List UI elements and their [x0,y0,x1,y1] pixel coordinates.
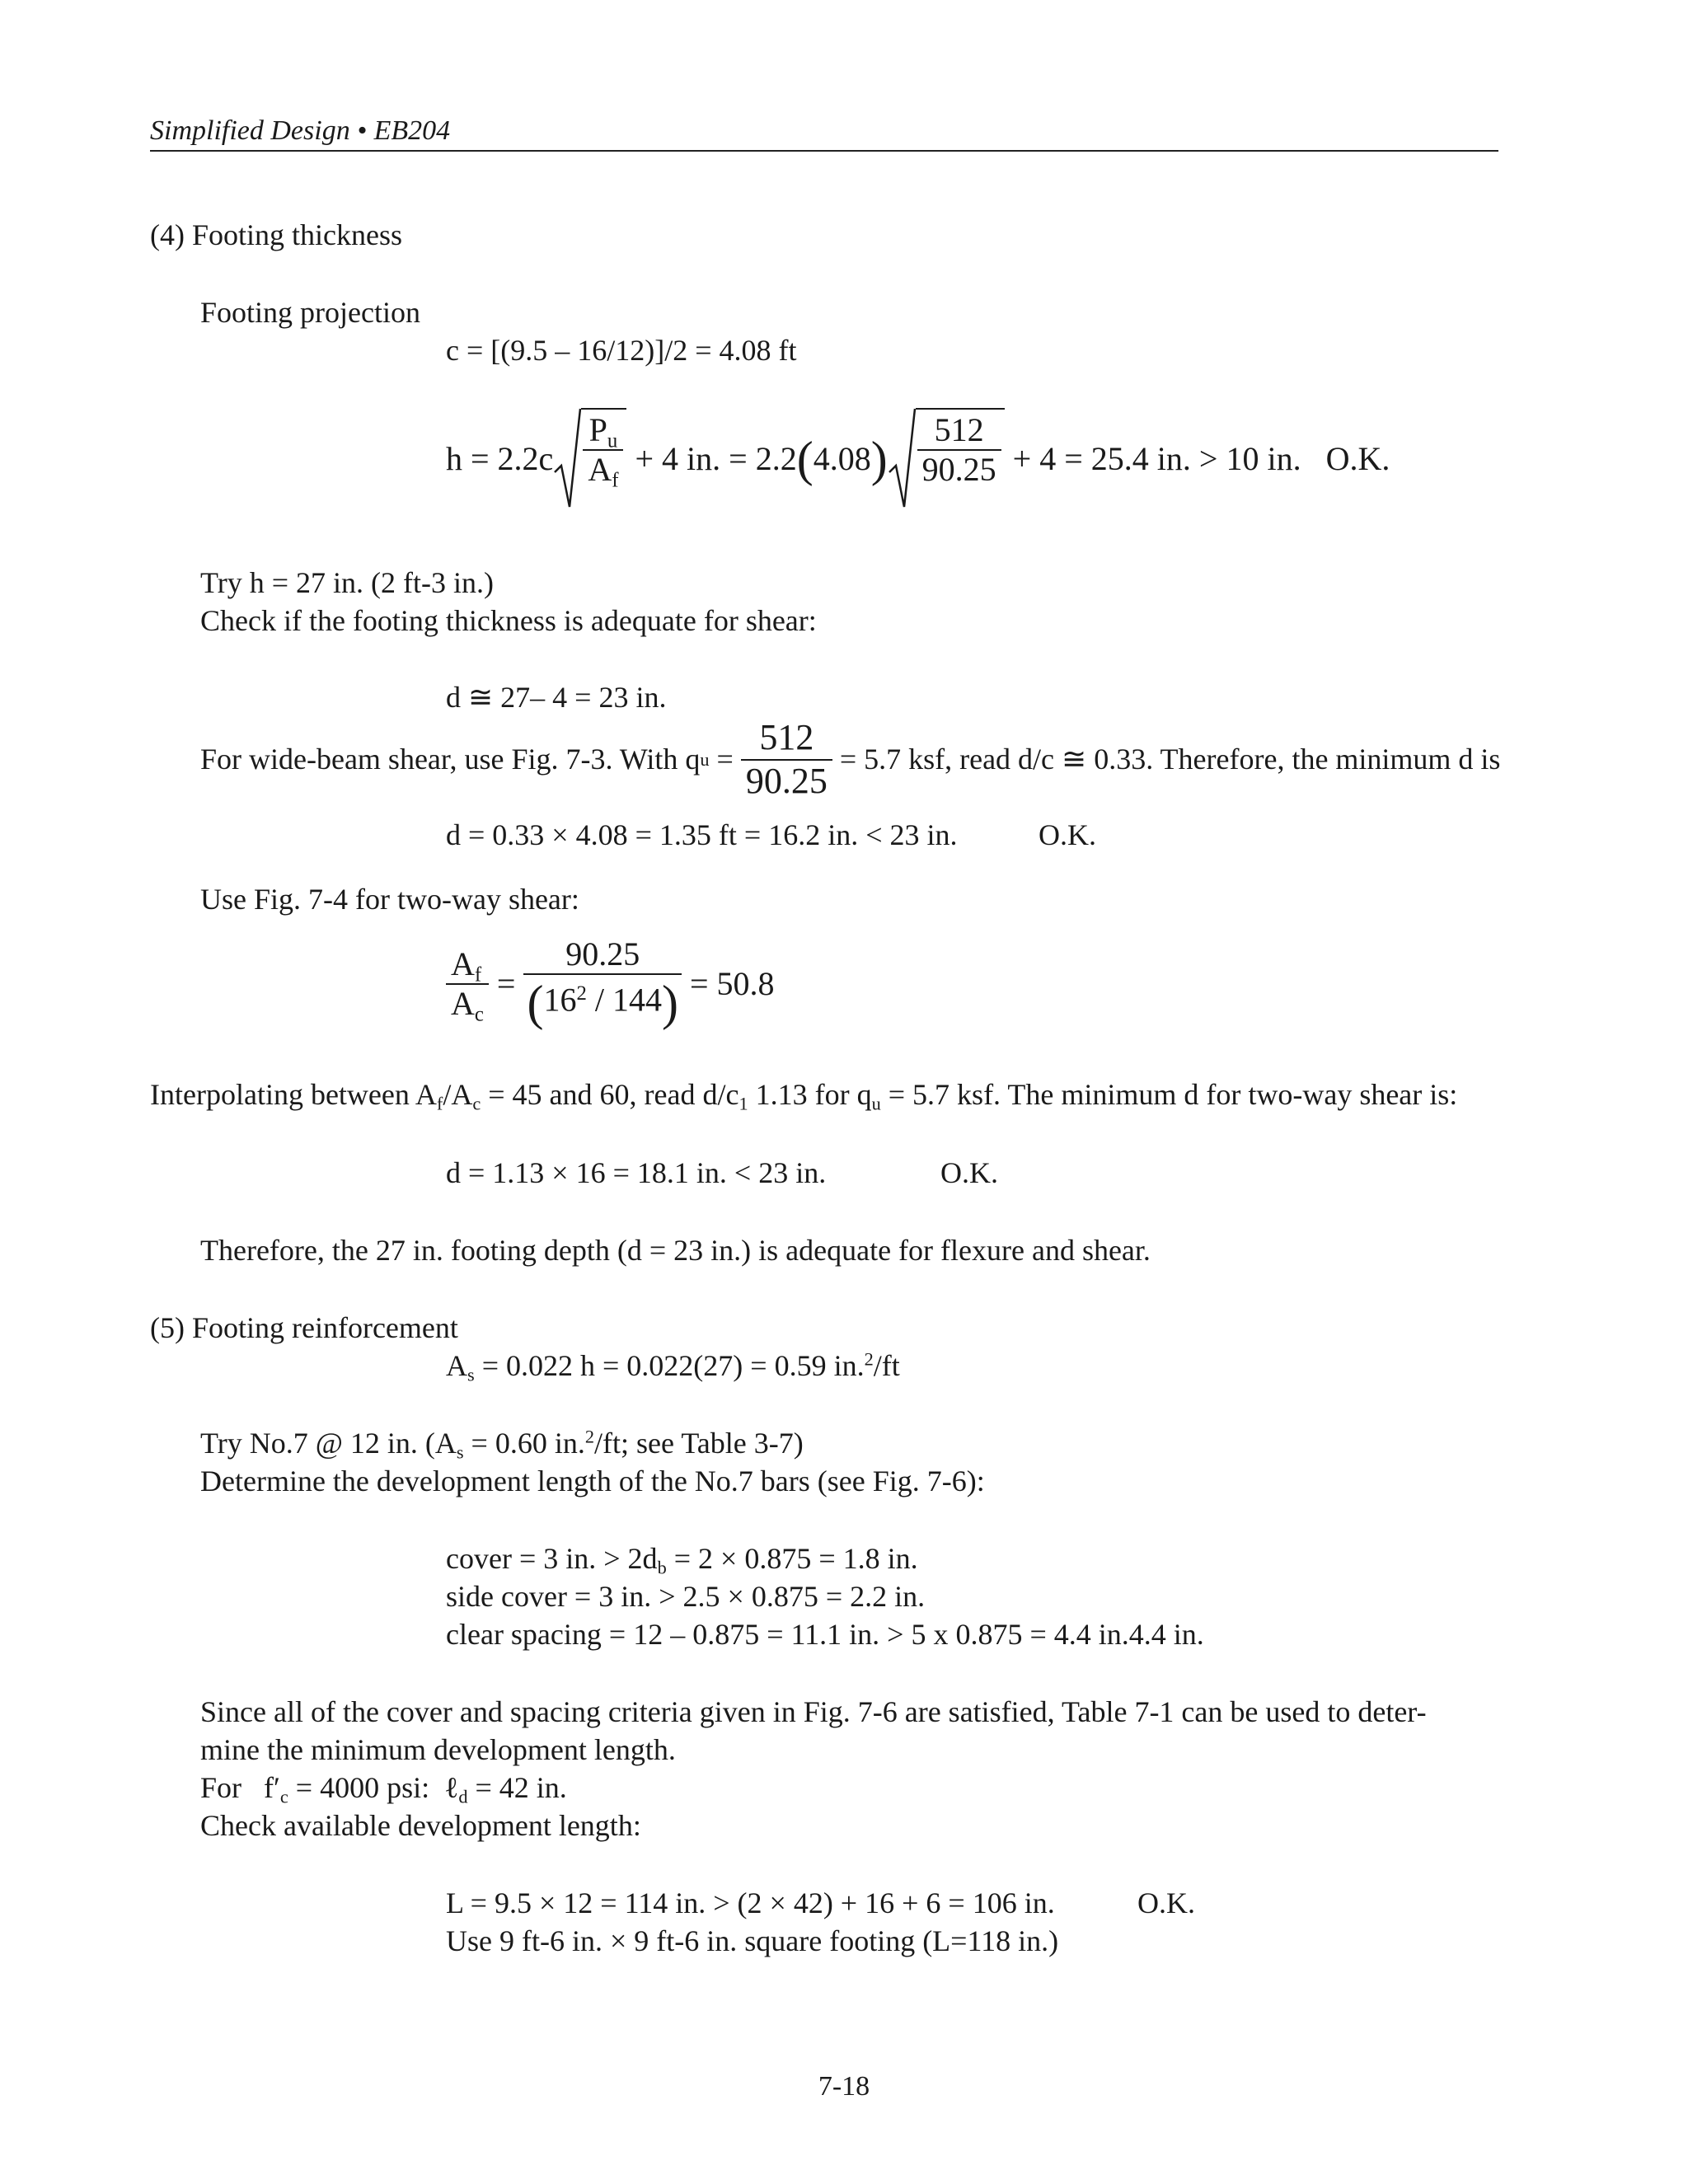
pu-subscript: u [607,429,618,452]
cover-line [446,1540,918,1578]
radical-512 [888,408,1005,510]
as-sup: 2 [864,1348,874,1370]
c-equation: c = [(9.5 – 16/12)]/2 = 4.08 ft [446,334,797,367]
den-exponent: 2 [576,982,587,1005]
area-ratio-result: = 50.8 [681,964,775,1002]
try-bar-text-1: Try No.7 @ 12 in. (A [200,1427,457,1460]
close-paren: ) [870,432,888,486]
equals-sign: = [709,743,741,776]
equals-sign: = [496,964,516,1002]
af-subscript: f [612,469,619,492]
af-letter: A [451,944,475,982]
h-eq-tail: + 4 = 25.4 in. > 10 in. O.K. [1004,440,1390,477]
h-equation [446,408,1390,510]
interp-text-3: = 45 and 60, read d/c [481,1078,739,1111]
section-5-heading: (5) Footing reinforcement [150,1311,458,1344]
try-bar-line [200,1424,804,1463]
wide-beam-result: = 5.7 ksf, read d/c ≅ 0.33. Therefore, the minimum d is [832,743,1501,776]
for-fc-line [200,1769,567,1807]
dev-length-line: Determine the development length of the No.7 bars (see Fig. 7-6): [200,1465,985,1497]
interp-sub-c: c [472,1093,481,1114]
cover-text-2: = 2 × 0.875 = 1.8 in. [666,1542,918,1575]
since-line-2: mine the minimum development length. [200,1733,676,1766]
af-sub: f [474,963,482,986]
pu-over-af [583,411,623,492]
interp-sub-f: f [436,1093,443,1114]
use-footing-line: Use 9 ft-6 in. × 9 ft-6 in. square footing (L=118 in.) [446,1924,1059,1957]
qu-fraction [741,717,832,802]
ac-sub: c [474,1002,484,1025]
wide-beam-text: For wide-beam shear, use Fig. 7-3. With q [200,743,701,776]
header-rule [150,150,1498,152]
fraction-512-over-90-25 [917,411,1001,489]
check-avail-line: Check available development length: [200,1809,641,1842]
try-bar-sub: s [456,1441,464,1463]
l-ok: O.K. [1137,1886,1195,1919]
interp-text-5: = 5.7 ksf. The minimum d for two-way shear is: [880,1078,1458,1111]
c-value: 4.08 [813,440,871,477]
interp-text-4: 1.13 for q [748,1078,872,1111]
running-header: Simplified Design • EB204 [150,115,451,146]
open-paren: ( [527,976,544,1030]
d-two-way-equation: d = 1.13 × 16 = 18.1 in. < 23 in. [446,1156,827,1189]
wide-beam-line: For wide-beam shear, use Fig. 7-3. With q u = $\frac{512}{90.25}$ = 5.7 ksf, read d/c ≅ 0.33. Therefore, the minimum d is [200,717,1501,801]
fc-text-1: For f′ [200,1771,280,1804]
pu-symbol: P [588,411,607,448]
d-min-equation: d = 0.33 × 4.08 = 1.35 ft = 16.2 in. < 23 in. [446,818,958,851]
close-paren: ) [661,976,678,1030]
area-numerator: 90.25 [523,935,682,975]
try-h-line: Try h = 27 in. (2 ft-3 in.) [200,566,494,599]
as-unit: /ft [873,1349,900,1382]
h-eq-lhs: h = 2.2c [446,440,554,477]
interp-text-2: /A [443,1078,473,1111]
fc-text-3: = 42 in. [467,1771,567,1804]
fraction-numerator: 512 [917,411,1001,451]
radical-pu-af [553,408,626,510]
fc-text-2: = 4000 psi: ℓ [288,1771,459,1804]
den-base: 16 [543,981,577,1019]
h-eq-mid: + 4 in. = 2.2 [626,440,797,477]
try-bar-text-2: = 0.60 in. [463,1427,585,1460]
projection-label: Footing projection [200,296,420,329]
fc-sub: c [279,1786,288,1807]
interp-text-1: Interpolating between A [150,1078,437,1111]
d-equation: d ≅ 27– 4 = 23 in. [446,681,667,714]
den-rest: / 144 [586,981,662,1019]
interp-sub-1: 1 [738,1093,748,1114]
qu-denominator: 90.25 [745,760,828,801]
section-4-heading: (4) Footing thickness [150,218,402,251]
d-min-ok: O.K. [1039,818,1096,851]
two-way-label: Use Fig. 7-4 for two-way shear: [200,883,579,916]
as-sub: s [467,1364,475,1385]
try-bar-text-3: /ft; see Table 3-7) [594,1427,804,1460]
radical-sign-icon [553,408,581,510]
area-ratio-equation [446,935,775,1032]
interpolating-line [150,1076,1457,1114]
ac-letter: A [451,984,475,1022]
clear-spacing-line: clear spacing = 12 – 0.875 = 11.1 in. > 5 x 0.875 = 4.4 in.4.4 in. [446,1618,1204,1651]
radical-sign-icon [888,408,916,510]
open-paren: ( [796,432,814,486]
since-line-1: Since all of the cover and spacing criteria given in Fig. 7-6 are satisfied, Table 7-1 can be used to deter- [200,1695,1427,1728]
interp-sub-u: u [871,1093,881,1114]
af-symbol: A [588,451,612,488]
ld-sub: d [458,1786,468,1807]
check-shear-line: Check if the footing thickness is adequate for shear: [200,604,817,637]
d-two-way-ok: O.K. [940,1156,998,1189]
area-fraction [523,935,682,1032]
cover-text-1: cover = 3 in. > 2d [446,1542,658,1575]
as-eq-text: = 0.022 h = 0.022(27) = 0.59 in. [474,1349,865,1382]
as-letter: A [446,1349,467,1382]
page-number: 7-18 [818,2071,870,2102]
as-equation [446,1347,900,1385]
try-bar-sup: 2 [584,1426,595,1447]
af-over-ac [446,945,489,1023]
fraction-denominator: 90.25 [921,451,996,488]
qu-numerator: 512 [741,717,832,761]
side-cover-line: side cover = 3 in. > 2.5 × 0.875 = 2.2 in. [446,1580,926,1613]
conclusion-line: Therefore, the 27 in. footing depth (d = 23 in.) is adequate for flexure and shear. [200,1234,1151,1267]
cover-sub: b [657,1557,667,1578]
l-equation: L = 9.5 × 12 = 114 in. > (2 × 42) + 16 + 6 = 106 in. [446,1886,1055,1919]
